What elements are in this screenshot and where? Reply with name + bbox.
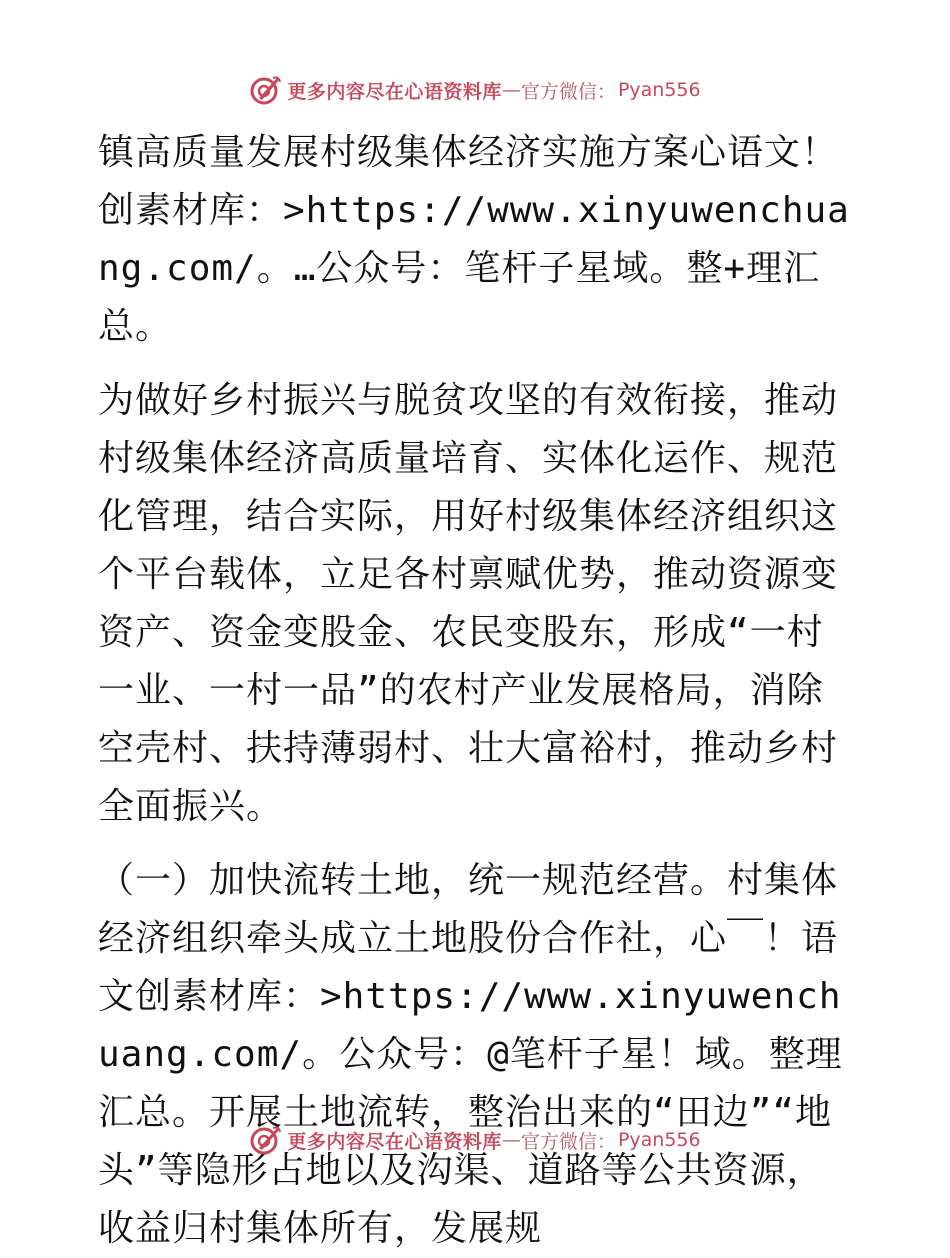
banner-wechat-id: Pyan556	[617, 79, 701, 101]
paragraph-title: 镇高质量发展村级集体经济实施方案心语文！创素材库：>https://www.xinyuwenchuang.com/。…公众号：笔杆子星域。整+理汇总。	[98, 132, 850, 347]
banner-main-text: 更多内容尽在心语资料库	[287, 80, 502, 103]
quill-logo-icon	[249, 1124, 281, 1156]
paragraph-section-one: （一）加快流转土地，统一规范经营。村集体经济组织牵头成立土地股份合作社，心￣！语文创素材库：>https://www.xinyuwenchuang.com/。公众号：@笔杆子星！域。整理汇总。开展土地流转，整治出来的“田边”“地头”等隐形占地以及沟渠、道路等公共资源，收益归村集体所有，发展规	[98, 860, 843, 1249]
banner-wechat-label: 官方微信：	[520, 80, 616, 103]
document-body	[98, 124, 858, 1258]
banner-dash: —	[501, 1129, 521, 1151]
banner-dash: —	[501, 79, 521, 101]
banner-main-text: 更多内容尽在心语资料库	[287, 1130, 502, 1153]
paragraph-intro: 为做好乡村振兴与脱贫攻坚的有效衔接，推动村级集体经济高质量培育、实体化运作、规范化管理，结合实际，用好村级集体经济组织这个平台载体，立足各村禀赋优势，推动资源变资产、资金变股金、农民变股东，形成“一村一业、一村一品”的农村产业发展格局，消除空壳村、扶持薄弱村、壮大富裕村，推动乡村全面振兴。	[98, 380, 839, 827]
banner-wechat-id: Pyan556	[617, 1129, 701, 1151]
quill-logo-icon	[249, 74, 281, 106]
footer-banner	[0, 1120, 950, 1160]
header-banner	[0, 70, 950, 110]
banner-wechat-label: 官方微信：	[520, 1130, 616, 1153]
